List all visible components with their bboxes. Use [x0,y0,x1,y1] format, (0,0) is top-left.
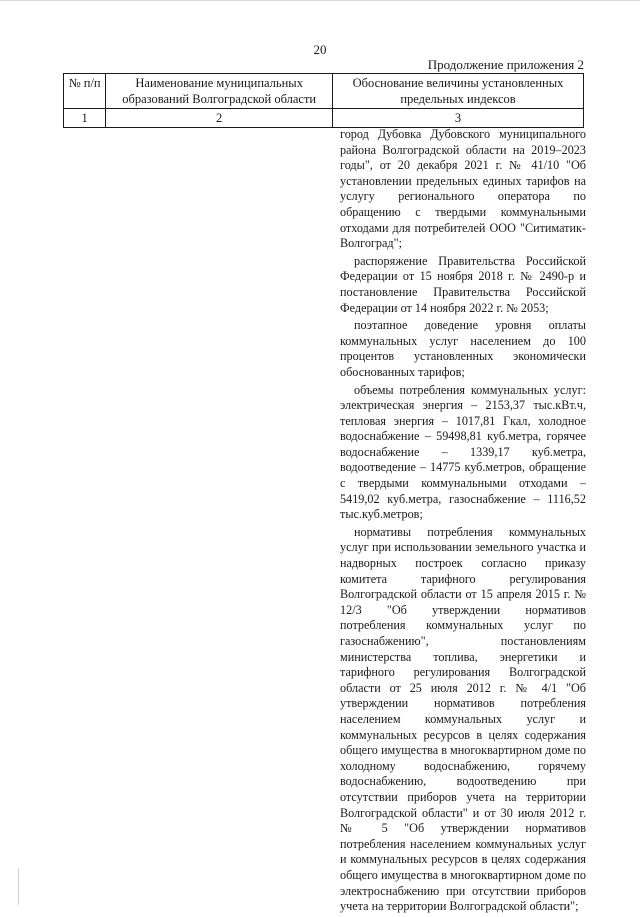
column-number-1: 1 [64,109,106,128]
paragraph-tariff-decision: город Дубовка Дубовского муниципального района Волгоградской области на 2019–2023 годы", от 20 декабря 2021 г. № 41/10 "Об установлении предельных единых тарифов на услугу регионального оператора по обращению с твердыми коммунальными отходами для потребителей ООО "Ситиматик-Волгоград"; [340,127,586,251]
scan-margin-mark [18,868,19,905]
appendix-continuation-label: Продолжение приложения 2 [427,57,584,72]
table-header-row [64,74,584,109]
paragraph-government-orders: распоряжение Правительства Российской Федерации от 15 ноября 2018 г. № 2490-р и постановление Правительства Российской Федерации от 14 ноября 2022 г. № 2053; [340,253,586,315]
column-header-justification: Обоснование величины установленных предельных индексов [333,74,584,109]
column-number-2: 2 [106,109,333,128]
scan-edge-line [0,0,640,1]
column-header-number: № п/п [64,74,106,109]
paragraph-payment-level: поэтапное доведение уровня оплаты коммунальных услуг населением до 100 процентов установленных экономически обоснованных тарифов; [340,318,586,379]
paragraph-consumption-volumes: объемы потребления коммунальных услуг: электрическая энергия – 2153,37 тыс.кВт.ч, тепловая энергия – 1017,81 Гкал, холодное водоснабжение – 59498,81 куб.метра, горячее водоснабжение – 1339,17 куб.метра, водоотведение – 14775 куб.метров, обращение с твердыми коммунальными отходами – 5419,02 куб.метра, газоснабжение – 1116,52 тыс.куб.метров; [340,382,586,522]
justification-text [340,127,586,917]
page-number: 20 [313,42,327,57]
table-numbering-row [64,109,584,128]
column-header-municipality: Наименование муниципальных образований Волгоградской области [106,74,333,109]
paragraph-consumption-norms: нормативы потребления коммунальных услуг при использовании земельного участка и надворных построек согласно приказу комитета тарифного регулирования Волгоградской области от 15 апреля 2015 г. № 12/3 "Об утверждении нормативов потребления коммунальных услуг по газоснабжению", постановлениям министерства топлива, энергетики и тарифного регулирования Волгоградской области от 25 июля 2012 г. № 4/1 "Об утверждении нормативов потребления населением коммунальных услуг и коммунальных ресурсов в целях содержания общего имущества в многоквартирном доме по холодному водоснабжению, горячему водоснабжению, водоотведению при отсутствии приборов учета на территории Волгоградской области" и от 30 июля 2012 г. № 5 "Об утверждении нормативов потребления населением коммунальных услуг и коммунальных ресурсов в целях содержания общего имущества в многоквартирном доме по электроснабжению при отсутствии приборов учета на территории Волгоградской области"; [340,524,586,914]
appendix-table-header [63,73,584,128]
column-number-3: 3 [333,109,584,128]
